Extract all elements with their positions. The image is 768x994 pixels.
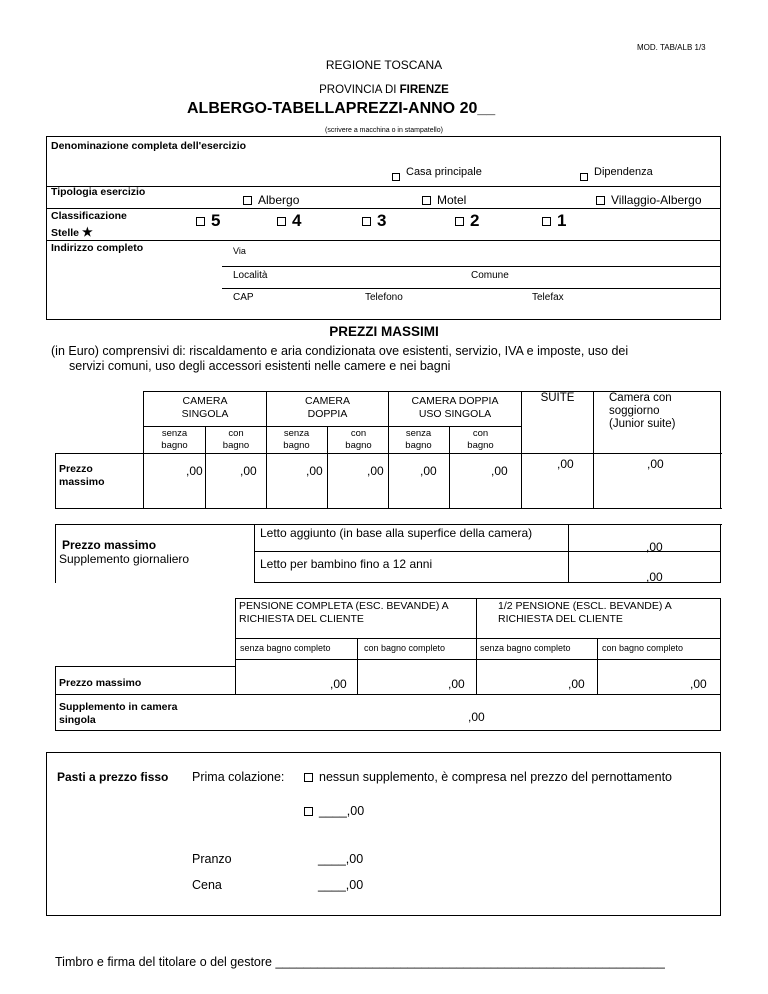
supp-singola-l2: singola [59,714,96,726]
provincia-label: PROVINCIA DI [319,84,397,96]
pranzo-price[interactable]: ____,00 [318,852,364,866]
mezza-pensione-header [498,600,672,626]
junior-l3: (Junior suite) [609,418,676,430]
price-singola-senza[interactable]: ,00 [186,464,203,478]
stelle-text: Stelle [51,227,80,239]
checkbox-icon [455,217,464,226]
tipologia-villaggio[interactable] [596,193,702,207]
pasti-label: Pasti a prezzo fisso [57,770,169,784]
cena-label: Cena [192,878,222,892]
classificazione-label: Classificazione [51,210,127,222]
con-l1: con [228,428,244,439]
stelle-2-label: 2 [470,211,480,230]
camera-singola-l2: SINGOLA [181,408,229,420]
camera-doppia-l2: DOPPIA [307,408,348,420]
prezzo-l2: massimo [59,476,105,488]
checkbox-icon [243,196,252,205]
subcol-senza [144,428,205,452]
colazione-label: Prima colazione: [192,770,285,784]
subcol-con [328,428,389,452]
stelle-3-label: 3 [377,211,387,230]
prezzo-massimo-label [59,463,105,489]
stelle-1-label: 1 [557,211,567,230]
camera-doppia-l1: CAMERA [305,395,350,407]
casa-principale-label: Casa principale [406,166,482,178]
prezzo-l1: Prezzo [59,463,93,475]
subcol-con [206,428,266,452]
price-uso-con[interactable]: ,00 [491,464,508,478]
star-icon: ★ [81,225,93,239]
prezzi-title: PREZZI MASSIMI [329,324,439,339]
colazione-price: ____,00 [319,804,365,818]
mezza-l2: RICHIESTA DEL CLIENTE [498,613,623,625]
stelle-4-label: 4 [292,211,302,230]
form-code: MOD. TAB/ALB 1/3 [637,43,706,52]
dipendenza[interactable] [580,166,653,178]
camera-singola-l1: CAMERA [182,395,228,407]
subcol-con [450,428,511,452]
supp-prezzo-massimo: Prezzo massimo [62,538,157,552]
provincia [0,84,768,96]
mp-senza-price[interactable]: ,00 [568,677,585,691]
mp-senza-bagno: senza bagno completo [480,643,571,653]
col-camera-singola [143,395,267,421]
subcol-senza [266,428,327,452]
pc-senza-price[interactable]: ,00 [330,677,347,691]
senza-l1: senza [283,428,310,439]
senza-l1: senza [405,428,432,439]
junior-l2: soggiorno [609,405,660,417]
cena-price[interactable]: ____,00 [318,878,364,892]
pc-con-price[interactable]: ,00 [448,677,465,691]
comune-label: Comune [471,270,509,281]
checkbox-icon [542,217,551,226]
supplemento-singola-label [59,701,177,727]
stelle-3[interactable] [362,211,386,231]
con-l2: bagno [222,440,250,451]
letto-bambino-label: Letto per bambino fino a 12 anni [260,557,433,571]
price-junior[interactable]: ,00 [647,457,664,471]
con-l2: bagno [345,440,372,451]
subcol-senza [388,428,449,452]
price-singola-con[interactable]: ,00 [240,464,257,478]
price-suite[interactable]: ,00 [557,457,574,471]
pensione-completa-header [239,600,449,626]
dipendenza-label: Dipendenza [594,166,653,178]
title-note: (scrivere a macchina o in stampatello) [325,127,443,134]
casa-principale[interactable] [392,166,482,178]
tipologia-albergo[interactable] [243,193,299,207]
col-junior [609,392,675,431]
camera-doppia-uso-l2: USO SINGOLA [418,408,492,420]
supp-singola-l1: Supplemento in camera [59,701,178,713]
colazione-price-option[interactable] [304,804,364,818]
checkbox-icon [596,196,605,205]
completa-l1: PENSIONE COMPLETA (ESC. BEVANDE) A [239,600,449,612]
mp-con-bagno: con bagno completo [602,643,684,653]
checkbox-icon [277,217,286,226]
pc-senza-bagno: senza bagno completo [240,643,331,653]
albergo-label: Albergo [258,193,300,207]
stelle-2[interactable] [455,211,479,231]
denominazione-label: Denominazione completa dell'esercizio [51,140,247,152]
price-doppia-con[interactable]: ,00 [367,464,384,478]
stelle-5[interactable] [196,211,220,231]
provincia-name: FIRENZE [399,84,449,96]
checkbox-icon [392,173,400,181]
stelle-5-label: 5 [211,211,221,230]
checkbox-icon [304,807,313,816]
cap-label: CAP [233,292,254,303]
pranzo-label: Pranzo [192,852,232,866]
checkbox-icon [304,773,313,782]
col-suite: SUITE [540,392,575,404]
timbro-firma[interactable]: Timbro e firma del titolare o del gestore ________________________________________________________ [55,955,665,969]
indirizzo-label: Indirizzo completo [51,242,144,254]
pensione-prezzo-massimo: Prezzo massimo [59,677,142,689]
pc-con-bagno: con bagno completo [364,643,446,653]
price-doppia-senza[interactable]: ,00 [306,464,323,478]
tipologia-label: Tipologia esercizio [51,186,146,198]
camera-doppia-uso-l1: CAMERA DOPPIA [411,395,499,407]
prezzi-desc-1: (in Euro) comprensivi di: riscaldamento e aria condizionata ove esistenti, servizio, IVA e imposte, uso dei [51,344,629,358]
regione: REGIONE TOSCANA [325,58,443,72]
letto-aggiunto-label: Letto aggiunto (in base alla superfice della camera) [260,526,533,540]
letto-bambino-price[interactable]: ,00 [646,570,663,584]
prezzi-desc-2: servizi comuni, uso degli accessori esistenti nelle camere e nei bagni [69,359,451,373]
localita-label: Località [233,270,268,281]
senza-l1: senza [161,428,188,439]
telefax-label: Telefax [532,292,564,303]
supp-giornaliero: Supplemento giornaliero [59,552,190,566]
telefono-label: Telefono [365,292,403,303]
mp-con-price[interactable]: ,00 [690,677,707,691]
con-l1: con [350,428,367,439]
supplemento-singola-price[interactable]: ,00 [468,710,485,724]
letto-aggiunto-price[interactable]: ,00 [646,540,663,554]
checkbox-icon [422,196,431,205]
price-uso-senza[interactable]: ,00 [420,464,437,478]
senza-l2: bagno [283,440,310,451]
col-camera-doppia [266,395,389,421]
senza-l2: bagno [161,440,188,451]
stelle-4[interactable] [277,211,301,231]
stelle-1[interactable] [542,211,566,231]
stelle-label [51,225,93,239]
col-camera-doppia-uso [388,395,522,421]
villaggio-label: Villaggio-Albergo [611,193,702,207]
checkbox-icon [362,217,371,226]
tipologia-motel[interactable] [422,193,466,207]
senza-l2: bagno [405,440,432,451]
con-l2: bagno [467,440,494,451]
via-label: Via [233,246,246,256]
page-title: ALBERGO-TABELLAPREZZI-ANNO 20__ [187,100,496,117]
colazione-nessun-option[interactable] [304,770,672,784]
con-l1: con [472,428,489,439]
mezza-l1: 1/2 PENSIONE (ESCL. BEVANDE) A [498,600,672,612]
completa-l2: RICHIESTA DEL CLIENTE [239,613,364,625]
junior-l1: Camera con [609,392,672,404]
checkbox-icon [580,173,588,181]
motel-label: Motel [437,193,467,207]
nessun-label: nessun supplemento, è compresa nel prezzo del pernottamento [319,770,672,784]
checkbox-icon [196,217,205,226]
